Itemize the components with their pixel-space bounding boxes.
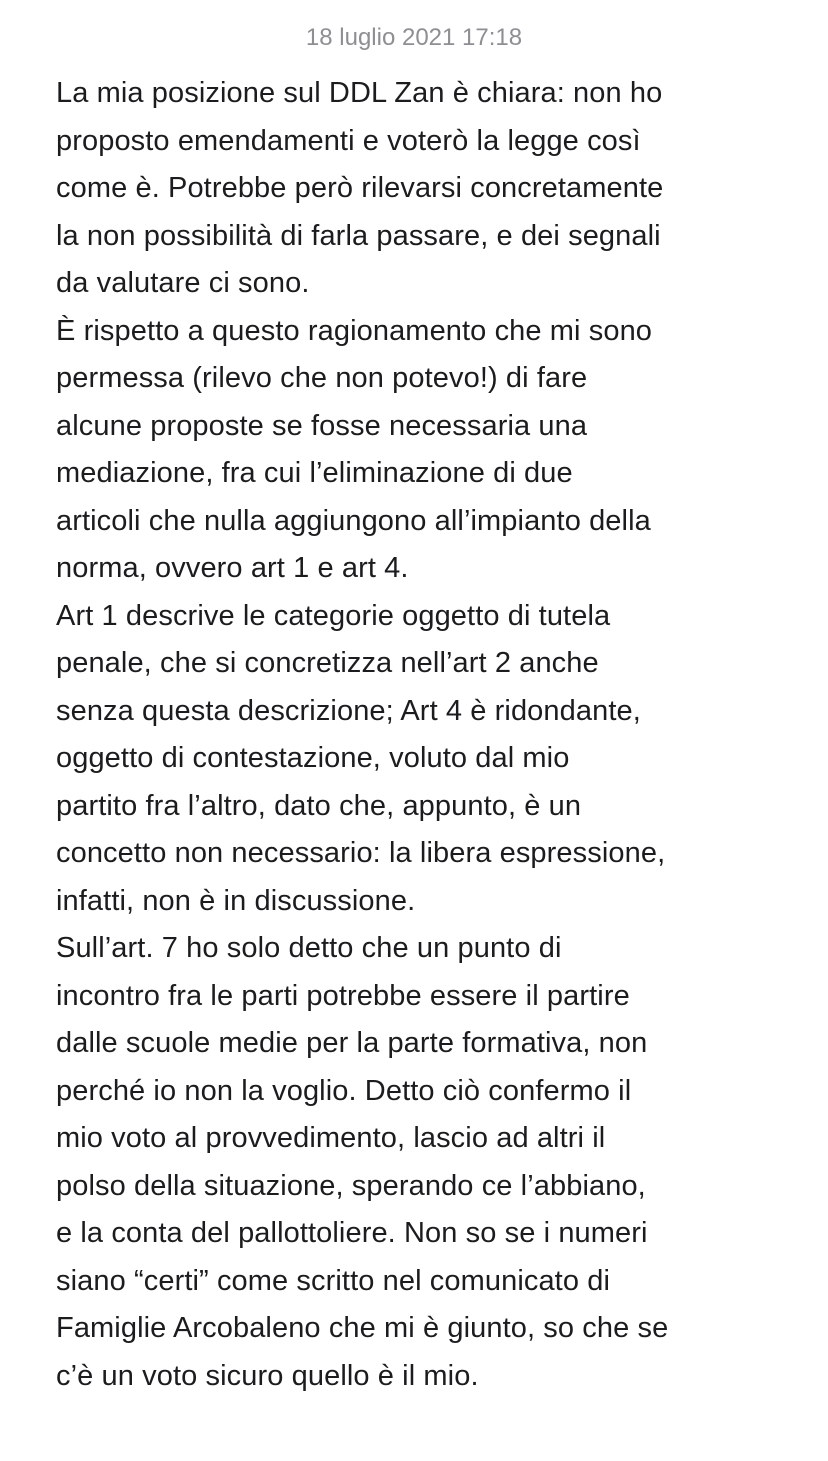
note-line: La mia posizione sul DDL Zan è chiara: non ho [56,77,663,109]
note-line: perché io non la voglio. Detto ciò confermo il [56,1074,632,1107]
note-line: norma, ovvero art 1 e art 4. [56,552,409,584]
note-timestamp: 18 luglio 2021 17:18 [305,24,523,51]
note-line: polso della situazione, sperando ce l’abbiano, [56,1169,646,1202]
note-line: la non possibilità di farla passare, e dei segnali [56,219,661,252]
note-line: articoli che nulla aggiungono all’impianto della [56,504,651,537]
note-line: penale, che si concretizza nell’art 2 anche [56,647,599,679]
note-line: partito fra l’altro, dato che, appunto, è un [56,789,582,822]
note-line: mediazione, fra cui l’eliminazione di due [56,457,573,489]
note-line: dalle scuole medie per la parte formativa, non [56,1027,648,1059]
note-line: alcune proposte se fosse necessaria una [56,409,588,442]
note-line: Art 1 descrive le categorie oggetto di tutela [56,599,611,632]
note-line: oggetto di contestazione, voluto dal mio [56,742,570,774]
note-line: permessa (rilevo che non potevo!) di fare [56,362,588,394]
note-line: concetto non necessario: la libera espressione, [56,837,666,869]
note-line: c’è un voto sicuro quello è il mio. [56,1359,479,1392]
note-line: mio voto al provvedimento, lascio ad altri il [56,1122,606,1154]
note-line: proposto emendamenti e voterò la legge così [56,124,641,157]
note-line: infatti, non è in discussione. [56,884,416,917]
note-body[interactable] [56,70,796,1400]
note-line: Famiglie Arcobaleno che mi è giunto, so che se [56,1312,669,1344]
note-line: e la conta del pallottoliere. Non so se i numeri [56,1217,648,1249]
note-line: come è. Potrebbe però rilevarsi concretamente [56,172,664,204]
note-line: senza questa descrizione; Art 4 è ridondante, [56,694,641,727]
note-line: da valutare ci sono. [56,267,310,299]
note-line: siano “certi” come scritto nel comunicato di [56,1264,610,1297]
note-line: È rispetto a questo ragionamento che mi sono [56,314,653,347]
note-line: Sull’art. 7 ho solo detto che un punto di [56,932,562,964]
note-line: incontro fra le parti potrebbe essere il partire [56,979,630,1012]
